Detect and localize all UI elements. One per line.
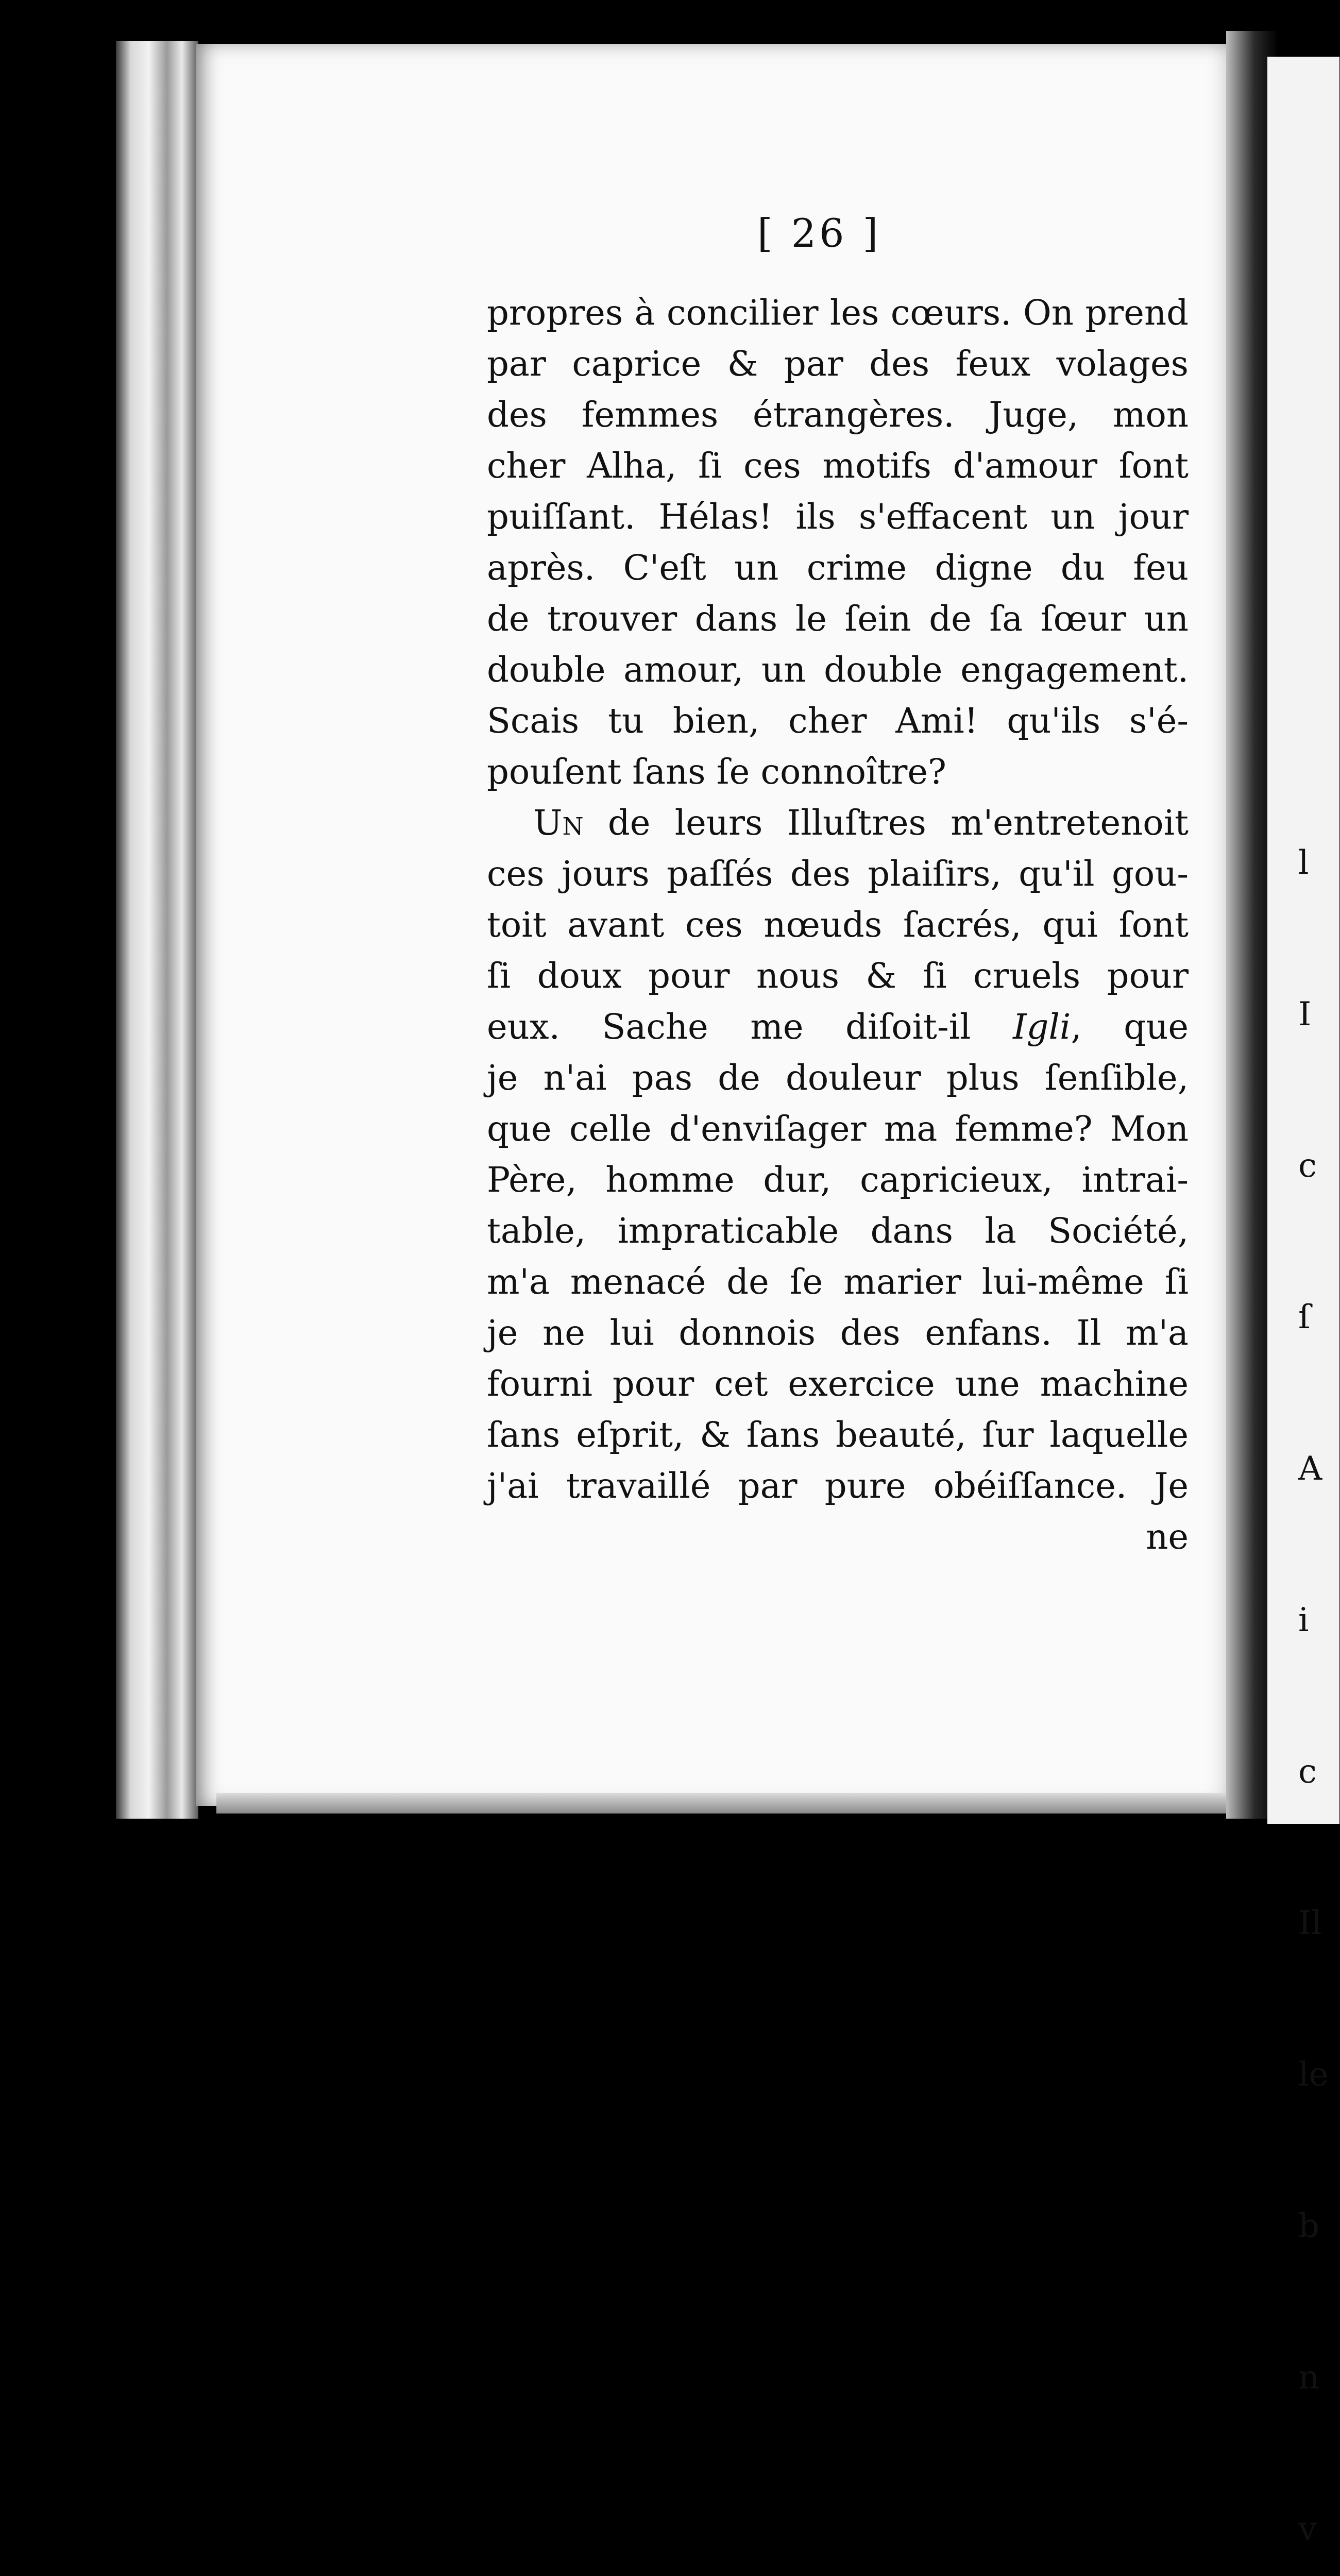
text-line: que celle d'enviſager ma femme? Mon [487, 1109, 1189, 1149]
text-line: pouſent ſans ſe connoître? [487, 752, 946, 792]
text-line: par caprice & par des feux volages [487, 344, 1189, 384]
text-line: cher Alha, ſi ces motifs d'amour ſont [487, 446, 1189, 486]
text-line: fourni pour cet exercice une machine [487, 1364, 1189, 1404]
text-line-part: , que [1071, 1007, 1189, 1047]
page-bottom-edge [216, 1793, 1236, 1814]
facing-page-text: l I c ſ A i c Il le b n v [1298, 844, 1329, 2548]
text-line: après. C'eſt un crime digne du feu [487, 548, 1189, 588]
italic-name: Igli [1013, 1007, 1071, 1047]
text-line: table, impraticable dans la Société, [487, 1211, 1189, 1251]
text-line: toit avant ces nœuds ſacrés, qui ſont [487, 905, 1189, 945]
text-line: je n'ai pas de douleur plus ſenſible, [487, 1058, 1189, 1098]
text-line-paragraph-start [487, 798, 1189, 849]
text-line: Scais tu bien, cher Ami! qu'ils s'é- [487, 701, 1189, 741]
text-line: ſans eſprit, & ſans beauté, ſur laquelle [487, 1415, 1189, 1455]
text-line: m'a menacé de ſe marier lui-même ſi [487, 1262, 1189, 1302]
text-line-part: eux. Sache me diſoit-il [487, 1007, 971, 1047]
catchword: ne [1146, 1517, 1189, 1557]
body-text [487, 287, 1189, 1563]
text-line: je ne lui donnois des enfans. Il m'a [487, 1313, 1189, 1353]
text-line: Père, homme dur, capricieux, intrai- [487, 1160, 1189, 1200]
text-line: j'ai travaillé par pure obéiſſance. Je [487, 1466, 1189, 1506]
text-line-with-name [487, 1002, 1189, 1053]
drop-word: Un [533, 803, 584, 843]
text-line-rest: de leurs Illuſtres m'entretenoit [607, 803, 1189, 843]
text-line: de trouver dans le ſein de ſa ſœur un [487, 599, 1189, 639]
text-line: propres à concilier les cœurs. On prend [487, 293, 1189, 333]
text-line: des femmes étrangères. Juge, mon [487, 395, 1189, 435]
page-stack-edge [116, 41, 198, 1819]
page-number: [ 26 ] [757, 210, 881, 256]
text-line: double amour, un double engagement. [487, 650, 1189, 690]
text-line: puiſſant. Hélas! ils s'effacent un jour [487, 497, 1189, 537]
text-line: ces jours paſſés des plaiſirs, qu'il gou- [487, 854, 1189, 894]
text-line: ſi doux pour nous & ſi cruels pour [487, 956, 1189, 996]
